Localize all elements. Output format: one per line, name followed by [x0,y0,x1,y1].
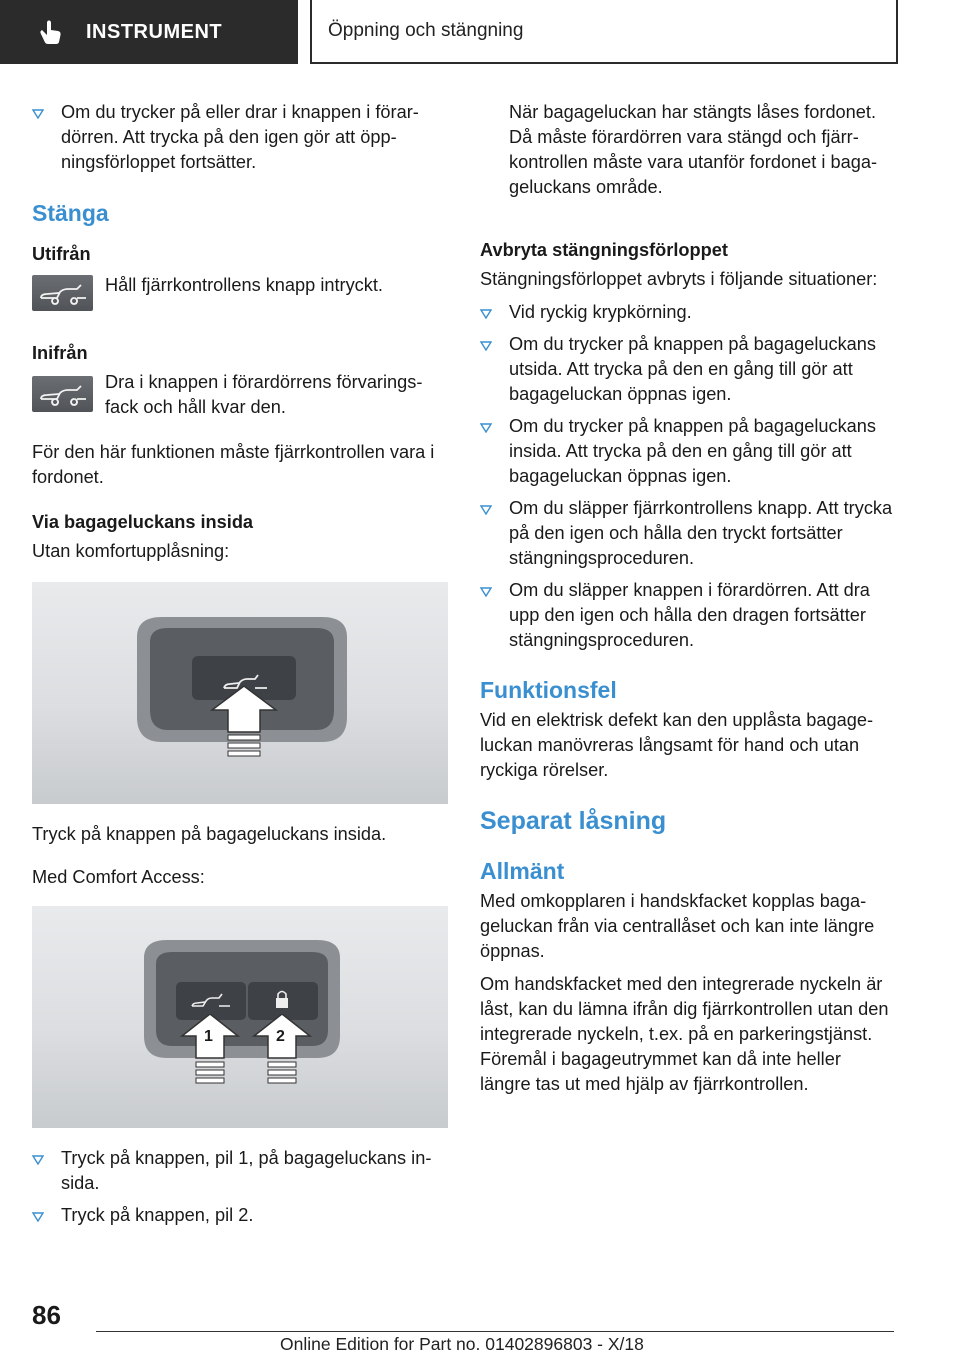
subheading: Avbryta stängningsförloppet [480,240,728,260]
list-item: Tryck på knappen, pil 2. [32,1203,448,1228]
section-heading: Separat låsning [480,807,667,835]
trunk-button-icon [32,275,93,311]
subheading: Inifrån [32,343,88,363]
triangle-bullet-icon [480,587,492,597]
inifran-row [32,370,448,420]
comfort-access-photo [32,906,448,1128]
chapter-title: Öppning och stängning [328,20,524,41]
arrow-label-2: 2 [276,1028,285,1045]
abort-text: Stängningsförloppet avbryts i följande situationer: [480,269,878,289]
arrow-label-1: 1 [204,1028,213,1045]
locked-text: När bagageluckan har stängts låses fordonet. Då måste förardörren vara stängd och fjärrkontrollen måste vara utanför fordonet i bagageluckans område. [509,102,878,197]
section-heading: Stänga [32,200,109,226]
section-heading: Funktionsfel [480,677,617,703]
section-title: INSTRUMENT [86,20,223,43]
list-item: Om du trycker på eller drar i knappen i förardörren. Att trycka på den igen gör att öppningsförloppet fortsätter. [32,100,448,175]
remote-note: För den här funktionen måste fjärrkontrollen vara i fordonet. [32,442,435,487]
list-item: Om du släpper fjärrkontrollens knapp. Att trycka på den igen och hålla den tryckt fortsätter stängningsproceduren. [480,496,896,571]
triangle-bullet-icon [480,423,492,433]
fault-text: Vid en elektrisk defekt kan den upplåsta bagageluckan manövreras långsamt för hand och utan ryckiga rörelser. [480,710,873,780]
triangle-bullet-icon [480,341,492,351]
photo-caption: Tryck på knappen på bagageluckans insida. [32,824,387,844]
trunk-button-icon [32,376,93,412]
chapter-tab [310,0,898,64]
pointing-hand-icon [36,17,66,47]
utan-text: Utan komfortupplåsning: [32,541,230,561]
list-item: Vid ryckig krypkörning. [480,300,896,325]
triangle-bullet-icon [32,109,44,119]
subheading: Utifrån [32,244,91,264]
list-item: Om du släpper knappen i förardörren. Att dra upp den igen och hålla den dragen fortsätter stängningsproceduren. [480,578,896,653]
left-column [32,100,448,1228]
section-tab [0,0,298,64]
right-column [480,100,896,1097]
trunk-button-photo [32,582,448,804]
general-text-2: Om handskfacket med den integrerade nyckeln är låst, kan du lämna ifrån dig fjärrkontrollen utan den integrerade nyckeln, t.ex. på en parkeringstjänst. Föremål i bagageutrymmet kan då inte heller längre tas ut med hjälp av fjärrkontrollen. [480,974,889,1094]
list-item: Tryck på knappen, pil 1, på bagageluckans insida. [32,1146,448,1196]
arrow-1 [180,1014,240,1124]
general-text-1: Med omkopplaren i handskfacket kopplas bagageluckan från via centrallåset och kan inte längre öppnas. [480,891,875,961]
inifran-text: Dra i knappen i förardörrens förvaringsfack och håll kvar den. [105,372,423,417]
comfort-text: Med Comfort Access: [32,867,205,887]
edition-text: Online Edition for Part no. 01402896803 - X/18 [280,1334,644,1354]
triangle-bullet-icon [480,309,492,319]
subheading: Via bagageluckans insida [32,512,254,532]
triangle-bullet-icon [32,1212,44,1222]
utifran-text: Håll fjärrkontrollens knapp intryckt. [105,275,383,295]
page-number: 86 [32,1300,61,1330]
list-item: Om du trycker på knappen på bagageluckans utsida. Att trycka på den en gång till gör att bagageluckan öppnas igen. [480,332,896,407]
utifran-row [32,273,448,311]
list-item: Om du trycker på knappen på bagageluckans insida. Att trycka på den en gång till gör att bagageluckan öppnas igen. [480,414,896,489]
arrow-2 [252,1014,312,1124]
section-heading: Allmänt [480,858,565,884]
triangle-bullet-icon [32,1155,44,1165]
triangle-bullet-icon [480,505,492,515]
footer-divider [96,1331,894,1332]
